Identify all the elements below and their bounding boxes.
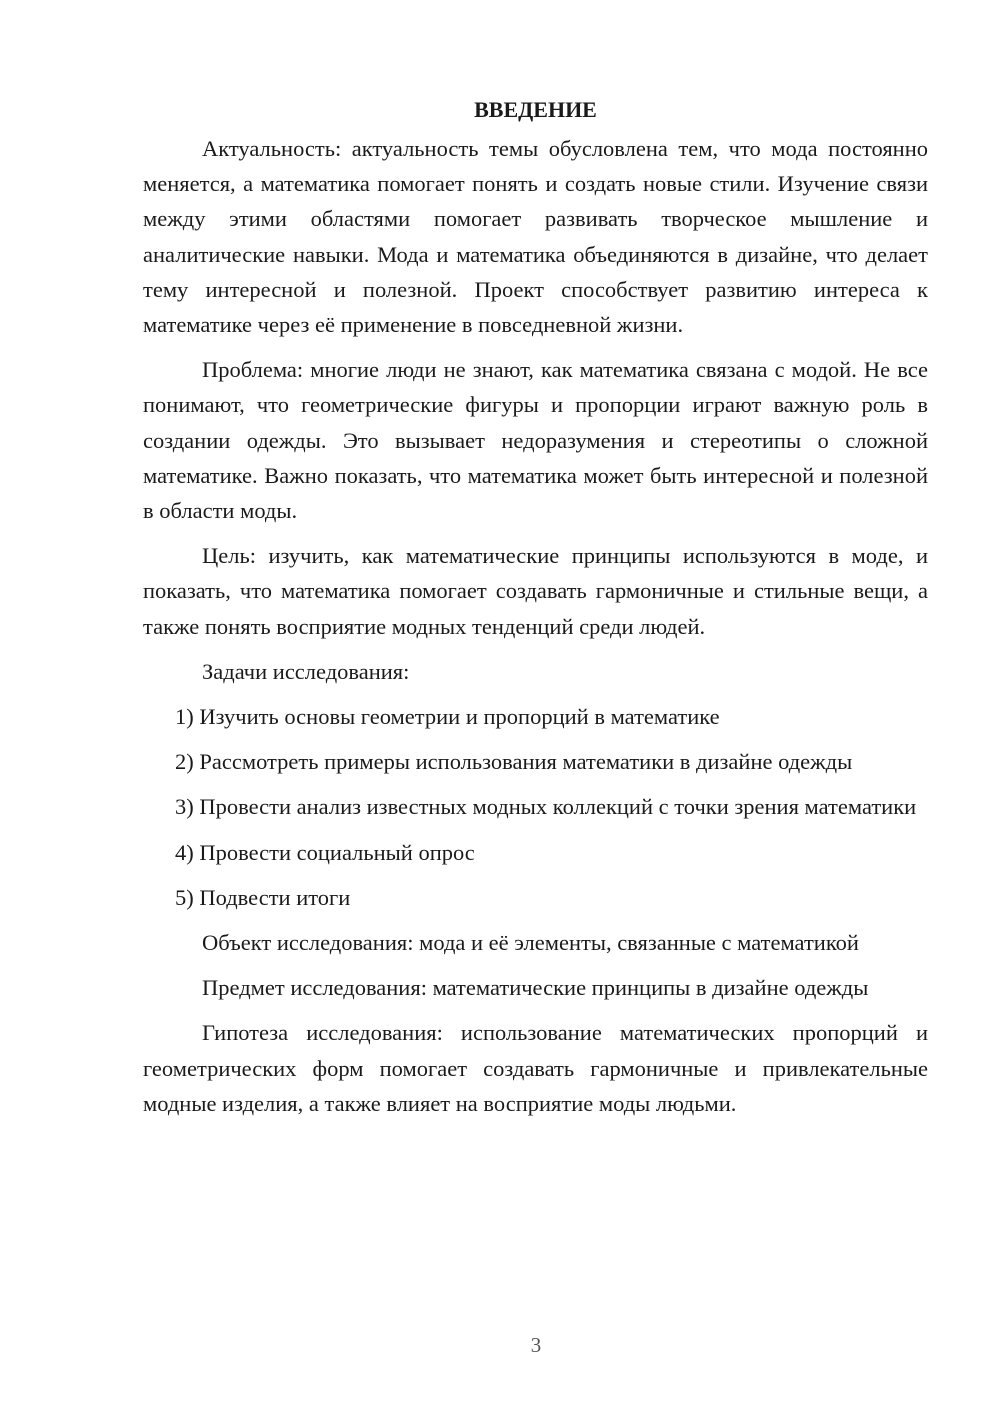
task-item-1: 1) Изучить основы геометрии и пропорций в математике: [175, 704, 720, 730]
hypothesis-paragraph: Гипотеза исследования: использование математических пропорций и геометрических форм помогает создавать гармоничные и привлекательные модные изделия, а также влияет на восприятие моды людьми.: [143, 1020, 928, 1116]
relevance-paragraph: Актуальность: актуальность темы обусловлена тем, что мода постоянно меняется, а математика помогает понять и создать новые стили. Изучение связи между этими областями помогает развивать творческое мышление и аналитические навыки. Мода и математика объединяются в дизайне, что делает тему интересной и полезной. Проект способствует развитию интереса к математике через её применение в повседневной жизни.: [143, 136, 928, 338]
subject-paragraph: Предмет исследования: математические принципы в дизайне одежды: [202, 975, 869, 1001]
goal-paragraph: Цель: изучить, как математические принципы используются в моде, и показать, что математика помогает создавать гармоничные и стильные вещи, а также понять восприятие модных тенденций среди людей.: [143, 543, 928, 639]
task-item-5: 5) Подвести итоги: [175, 884, 351, 910]
page-number: 3: [530, 1333, 542, 1357]
object-paragraph: Объект исследования: мода и её элементы, связанные с математикой: [202, 930, 859, 956]
task-item-3: 3) Провести анализ известных модных коллекций с точки зрения математики: [175, 794, 917, 820]
problem-paragraph: Проблема: многие люди не знают, как математика связана с модой. Не все понимают, что геометрические фигуры и пропорции играют важную роль в создании одежды. Это вызывает недоразумения и стереотипы о сложной математике. Важно показать, что математика может быть интересной и полезной в области моды.: [143, 357, 928, 524]
document-page: [143, 92, 928, 1121]
task-item-4: 4) Провести социальный опрос: [175, 839, 475, 865]
task-item-2: 2) Рассмотреть примеры использования математики в дизайне одежды: [175, 749, 853, 775]
tasks-heading: Задачи исследования:: [202, 658, 410, 684]
page-title: ВВЕДЕНИЕ: [474, 97, 597, 122]
